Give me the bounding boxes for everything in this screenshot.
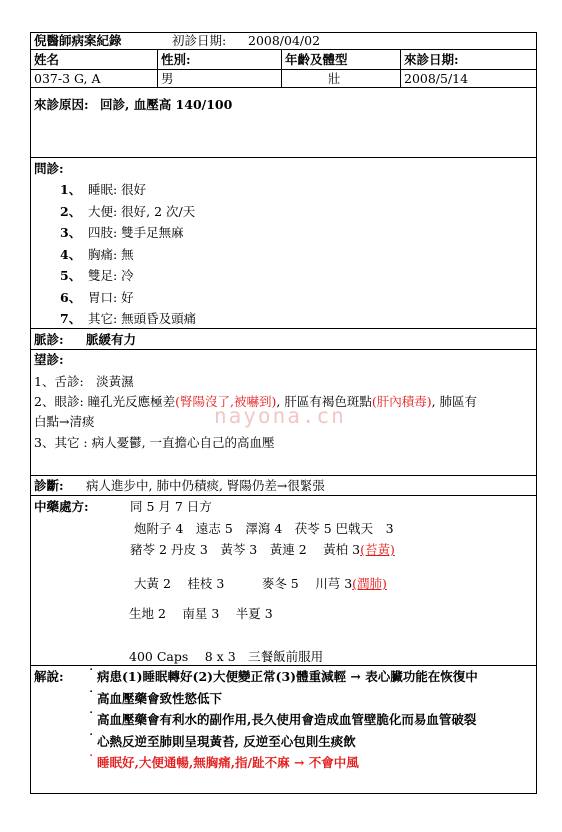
pulse-label: 脈診: xyxy=(34,332,64,347)
record-title: 倪醫師病案紀錄 xyxy=(34,33,122,48)
visit-date-header: 來診日期: xyxy=(404,52,459,67)
age-header: 年齡及體型 xyxy=(285,52,348,67)
other-observation: 3、其它 : 病人憂鬱, 一直擔心自己的高血壓 xyxy=(34,435,275,450)
inquiry-item-number: 1、 xyxy=(60,182,82,197)
herb-line-1: 炮附子 4 遠志 5 澤瀉 4 茯苓 5 巴戟天 3 xyxy=(134,521,394,536)
patient-age: 壯 xyxy=(328,71,341,86)
pulse-text: 脈緩有力 xyxy=(86,332,137,347)
reason-label: 來診原因: xyxy=(34,97,89,112)
inquiry-item-number: 4、 xyxy=(60,246,82,262)
inquiry-item-text: 其它: 無頭昏及頭痛 xyxy=(88,311,197,326)
explanation-item: 高血壓藥會有利水的副作用,長久使用會造成血管壁脆化而易血管破裂 xyxy=(97,712,477,727)
inquiry-item-number: 5、 xyxy=(60,268,82,283)
observation-label: 望診: xyxy=(34,352,64,367)
explanation-item: 高血壓藥會致性慾低下 xyxy=(97,690,223,706)
inquiry-item-number: 2、 xyxy=(60,203,82,219)
patient-gender: 男 xyxy=(161,71,174,86)
tongue-diagnosis: 1、舌診: 淡黃濕 xyxy=(34,374,134,389)
reason-text: 回診, 血壓高 140/100 xyxy=(100,97,233,112)
bullet-icon: ˙ xyxy=(88,709,95,724)
dosage: 400 Caps 8 x 3 三餐飯前服用 xyxy=(129,649,324,664)
watermark: nayona.cn xyxy=(214,404,346,428)
eye-diagnosis: 2、眼診: 瞳孔光反應極差(腎陽沒了,被嚇到), 肝區有褐色斑點(肝內積毒), 肺區有 xyxy=(34,394,478,409)
herb-line-4: 生地 2 南星 3 半夏 3 xyxy=(129,606,273,621)
inquiry-item-number: 6、 xyxy=(60,289,82,305)
gender-header: 性別: xyxy=(161,52,191,67)
diagnosis-text: 病人進步中, 肺中仍積痰, 腎陽仍差→很緊張 xyxy=(86,478,325,493)
bullet-icon: ˙ xyxy=(88,730,95,746)
explanation-item: 病患(1)睡眠轉好(2)大便變正常(3)體重減輕 → 表心臟功能在恢復中 xyxy=(97,669,478,684)
explanation-item: 心熱反逆至肺則呈現黃苔, 反逆至心包則生痰飲 xyxy=(97,733,356,749)
inquiry-item-number: 7、 xyxy=(60,311,82,326)
eye-diagnosis-cont: 白點→清痰 xyxy=(34,414,95,429)
inquiry-item-number: 3、 xyxy=(60,225,82,240)
name-header: 姓名 xyxy=(34,52,60,67)
inquiry-label: 問診: xyxy=(34,161,64,176)
inquiry-item-text: 胃口: 好 xyxy=(88,289,134,305)
inquiry-item-text: 四肢: 雙手足無麻 xyxy=(88,225,184,240)
first-visit-label: 初診日期: xyxy=(172,33,227,48)
explanation-label: 解說: xyxy=(34,669,64,684)
diagnosis-label: 診斷: xyxy=(34,478,64,493)
bullet-icon: ˙ xyxy=(88,752,95,767)
explanation-section xyxy=(30,666,537,794)
visit-date: 2008/5/14 xyxy=(404,71,469,86)
explanation-item: 睡眠好,大便通暢,無胸痛,指/趾不麻 → 不會中風 xyxy=(97,755,359,770)
first-visit-date: 2008/04/02 xyxy=(248,33,321,48)
prescription-label: 中藥處方: xyxy=(34,499,89,514)
bullet-icon: ˙ xyxy=(88,687,95,703)
prescription-ref: 同 5 月 7 日方 xyxy=(130,499,212,514)
inquiry-item-text: 雙足: 冷 xyxy=(88,268,134,283)
inquiry-item-text: 大便: 很好, 2 次/天 xyxy=(88,203,196,219)
inquiry-item-text: 胸痛: 無 xyxy=(88,246,134,262)
bullet-icon: ˙ xyxy=(88,666,95,681)
herb-line-3: 大黃 2 桂枝 3 麥冬 5 川芎 3(潤肺) xyxy=(134,576,387,591)
inquiry-item-text: 睡眠: 很好 xyxy=(88,182,147,197)
herb-line-2: 豬苓 2 丹皮 3 黃芩 3 黃連 2 黃柏 3(苔黃) xyxy=(130,542,395,557)
patient-name: 037-3 G, A xyxy=(34,71,101,86)
